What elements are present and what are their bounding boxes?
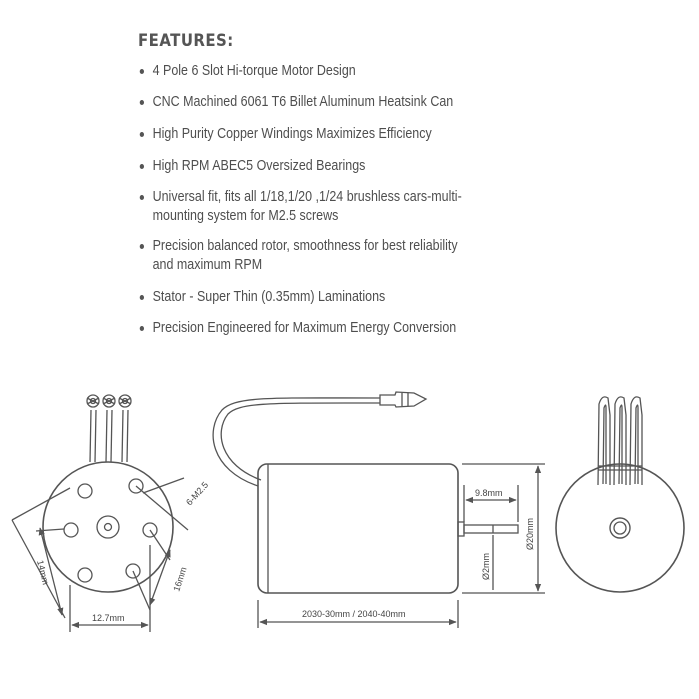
feature-text: Stator - Super Thin (0.35mm) Laminations	[152, 289, 386, 305]
mounting-holes	[64, 479, 157, 582]
feature-text-line-1: Universal fit, fits all 1/18,1/20 ,1/24 brushless cars-multi-	[152, 189, 462, 205]
rear-view-wires	[598, 397, 642, 485]
motor-can	[258, 464, 458, 593]
dim-length: 2030-30mm / 2040-40mm	[302, 609, 406, 619]
feature-item-8	[138, 319, 542, 338]
feature-item-6	[138, 237, 542, 275]
front-view-wires	[87, 395, 131, 462]
shaft-hole	[105, 524, 112, 531]
feature-text: CNC Machined 6061 T6 Billet Aluminum Heatsink Can	[152, 94, 454, 110]
bullet-icon	[140, 326, 144, 331]
rear-view	[556, 397, 684, 592]
side-view	[213, 392, 545, 628]
dim-16mm: 16mm	[171, 565, 189, 593]
feature-item-5	[138, 188, 542, 226]
feature-list	[138, 62, 608, 338]
feature-text-line-2: and maximum RPM	[152, 257, 263, 273]
feature-text-line-1: Precision balanced rotor, smoothness for best reliability	[152, 238, 458, 254]
features-heading: FEATURES:	[138, 31, 234, 51]
motor-drawings	[0, 370, 699, 699]
feature-text-line-2: mounting system for M2.5 screws	[152, 208, 339, 224]
feature-text: High Purity Copper Windings Maximizes Efficiency	[152, 126, 432, 142]
feature-item-3	[138, 125, 542, 144]
dim-12-7mm: 12.7mm	[92, 613, 125, 623]
cable-connector	[380, 392, 426, 407]
bullet-icon	[140, 295, 144, 300]
feature-item-1	[138, 62, 542, 81]
motor-cable	[213, 398, 380, 486]
end-cap	[458, 522, 464, 536]
feature-item-2	[138, 93, 542, 112]
dim-14mm: 14mm	[35, 559, 51, 586]
front-view	[12, 395, 188, 632]
center-boss	[97, 516, 119, 538]
bullet-icon	[140, 195, 144, 200]
feature-item-7	[138, 288, 542, 307]
feature-text: 4 Pole 6 Slot Hi-torque Motor Design	[152, 63, 356, 79]
feature-item-4	[138, 157, 542, 176]
dim-6-m2-5: 6-M2.5	[184, 479, 211, 508]
bullet-icon	[140, 132, 144, 137]
bullet-icon	[140, 164, 144, 169]
dim-shaft-diameter: Ø2mm	[481, 553, 491, 580]
bullet-icon	[140, 100, 144, 105]
rear-bearing	[610, 518, 630, 538]
feature-text: Precision Engineered for Maximum Energy Conversion	[152, 320, 457, 336]
rear-face-outline	[556, 464, 684, 592]
front-face-outline	[43, 462, 173, 592]
dim-shaft-length: 9.8mm	[475, 488, 503, 498]
dim-can-diameter: Ø20mm	[525, 517, 535, 550]
bullet-icon	[140, 244, 144, 249]
bullet-icon	[140, 69, 144, 74]
motor-shaft	[464, 525, 518, 533]
feature-text: High RPM ABEC5 Oversized Bearings	[152, 158, 366, 174]
